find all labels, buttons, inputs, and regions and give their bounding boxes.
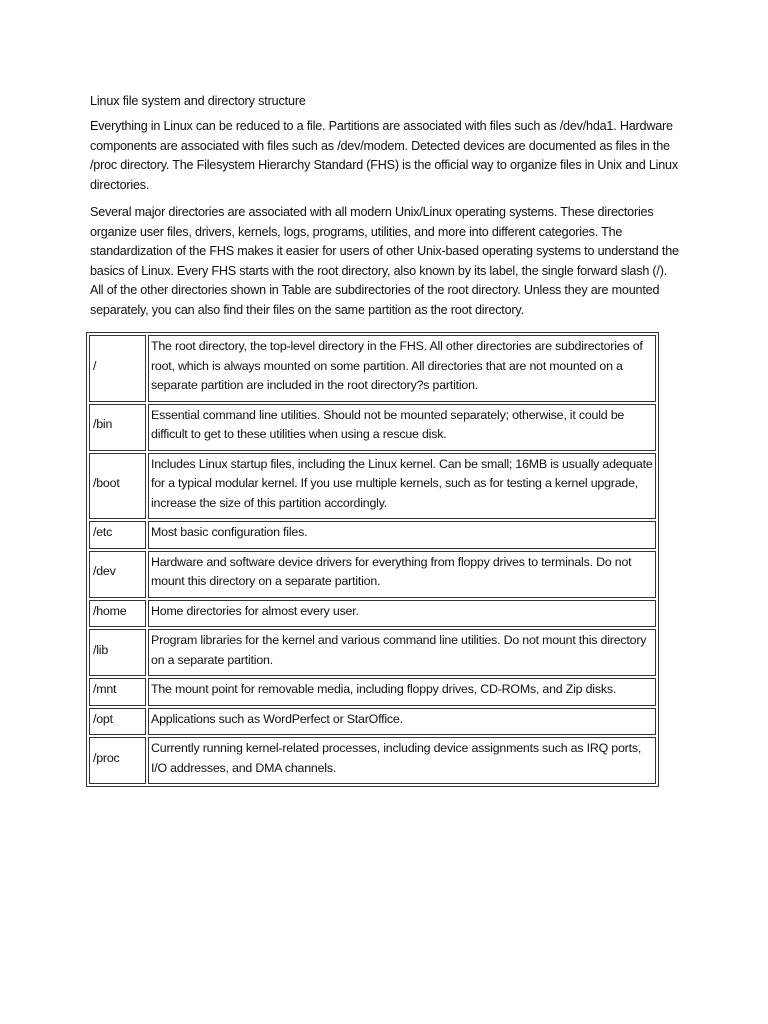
document-title: Linux file system and directory structure: [90, 94, 306, 108]
directory-name: /opt: [89, 708, 146, 736]
table-row: [89, 600, 656, 628]
directory-description: Hardware and software device drivers for everything from floppy drives to terminals. Do not mount this directory on a separate partition.: [148, 551, 656, 598]
table-row: [89, 678, 656, 706]
directory-table: [86, 332, 659, 787]
directory-name: /boot: [89, 453, 146, 520]
directory-description: The root directory, the top-level directory in the FHS. All other directories are subdirectories of root, which is always mounted on some partition. All directories that are not mounted on a separate partition are included in the root directory?s partition.: [148, 335, 656, 402]
directory-description: Home directories for almost every user.: [148, 600, 656, 628]
directory-name: /lib: [89, 629, 146, 676]
directory-name: /dev: [89, 551, 146, 598]
directory-description: Program libraries for the kernel and various command line utilities. Do not mount this directory on a separate partition.: [148, 629, 656, 676]
directory-name: /: [89, 335, 146, 402]
fhs-paragraph: Several major directories are associated with all modern Unix/Linux operating systems. These directories organize user files, drivers, kernels, logs, programs, utilities, and more into different categories. The standardization of the FHS makes it easier for users of other Unix-based operating systems to understand the basics of Linux. Every FHS starts with the root directory, also known by its label, the single forward slash (/). All of the other directories shown in Table are subdirectories of the root directory. Unless they are mounted separately, you can also find their files on the same partition as the root directory.: [90, 205, 679, 317]
intro-paragraph: Everything in Linux can be reduced to a file. Partitions are associated with files such as /dev/hda1. Hardware components are associated with files such as /dev/modem. Detected devices are documented as files in the /proc directory. The Filesystem Hierarchy Standard (FHS) is the official way to organize files in Unix and Linux directories.: [90, 119, 678, 192]
directory-name: /etc: [89, 521, 146, 549]
directory-description: Applications such as WordPerfect or StarOffice.: [148, 708, 656, 736]
directory-description: Currently running kernel-related processes, including device assignments such as IRQ ports, I/O addresses, and DMA channels.: [148, 737, 656, 784]
directory-name: /bin: [89, 404, 146, 451]
document-page: [90, 92, 680, 787]
table-row: [89, 335, 656, 402]
table-row: [89, 551, 656, 598]
table-row: [89, 521, 656, 549]
table-row: [89, 708, 656, 736]
table-row: [89, 453, 656, 520]
table-row: [89, 404, 656, 451]
directory-description: The mount point for removable media, including floppy drives, CD-ROMs, and Zip disks.: [148, 678, 656, 706]
directory-description: Includes Linux startup files, including the Linux kernel. Can be small; 16MB is usually adequate for a typical modular kernel. If you use multiple kernels, such as for testing a kernel upgrade, increase the size of this partition accordingly.: [148, 453, 656, 520]
table-row: [89, 737, 656, 784]
directory-name: /mnt: [89, 678, 146, 706]
directory-description: Most basic configuration files.: [148, 521, 656, 549]
directory-name: /home: [89, 600, 146, 628]
table-row: [89, 629, 656, 676]
directory-name: /proc: [89, 737, 146, 784]
directory-description: Essential command line utilities. Should not be mounted separately; otherwise, it could be difficult to get to these utilities when using a rescue disk.: [148, 404, 656, 451]
